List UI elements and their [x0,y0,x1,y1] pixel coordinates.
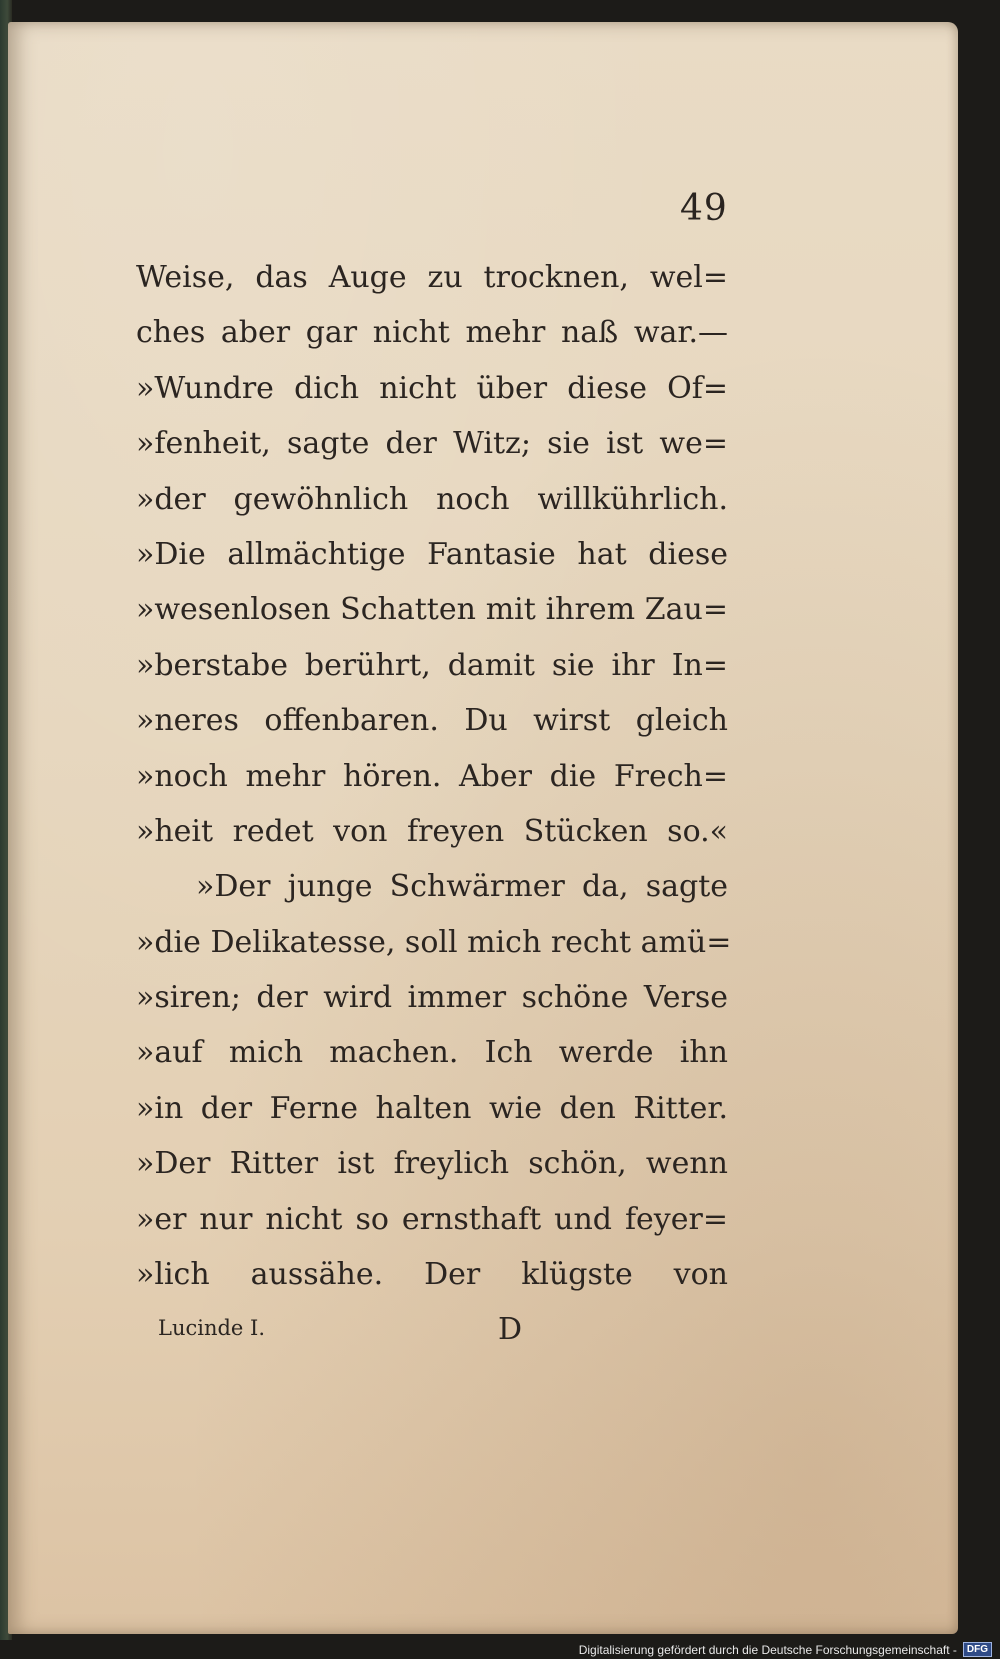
text-line: »auf mich machen. Ich werde ihn [136,1035,728,1071]
text-line: »lich aussähe. Der klügste von [136,1257,728,1293]
text-line: »fenheit, sagte der Witz; sie ist we= [136,426,728,462]
text-line: »Der junge Schwärmer da, sagte [196,869,728,905]
text-line: »Der Ritter ist freylich schön, wenn [136,1146,728,1182]
page-number: 49 [680,188,728,229]
text-line: ches aber gar nicht mehr naß war.— [136,315,728,351]
text-line: »neres offenbaren. Du wirst gleich [136,703,728,739]
text-line: »heit redet von freyen Stücken so.« [136,813,728,849]
credit-bar [579,1642,992,1657]
text-line: »siren; der wird immer schöne Verse [136,980,728,1016]
signature-mark: Lucinde I. [158,1316,265,1340]
text-line: »der gewöhnlich noch willkührlich. [136,481,728,517]
funding-credit: Digitalisierung gefördert durch die Deutsche Forschungsgemeinschaft - [578,1642,957,1657]
text-line: »die Delikatesse, soll mich recht amü= [136,924,732,960]
text-line: »noch mehr hören. Aber die Frech= [136,758,728,794]
text-line: Weise, das Auge zu trocknen, wel= [136,260,728,295]
text-line: »Wundre dich nicht über diese Of= [136,370,728,406]
page-text [136,250,732,1302]
text-line: »Die allmächtige Fantasie hat diese [136,536,728,572]
book-page [8,22,958,1634]
text-line: »er nur nicht so ernsthaft und feyer= [136,1201,728,1237]
text-line: »in der Ferne halten wie den Ritter. [136,1090,728,1126]
text-line: »berstabe berührt, damit sie ihr In= [136,647,728,683]
sheet-mark: D [498,1312,523,1347]
text-line: »wesenlosen Schatten mit ihrem Zau= [136,592,728,628]
dfg-logo: DFG [963,1642,992,1657]
